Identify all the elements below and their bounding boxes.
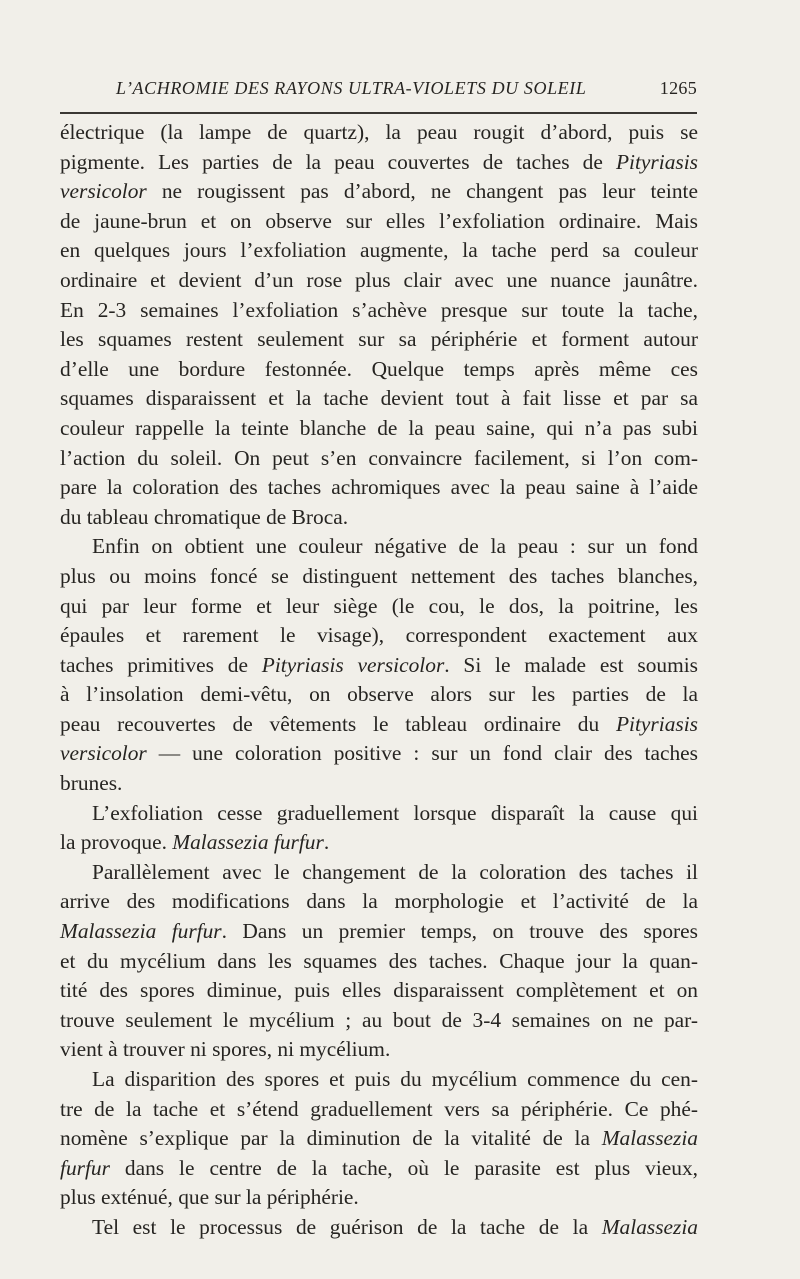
text-line: épaules et rarement le visage), correspondent exactement aux xyxy=(60,623,698,648)
text-line: et du mycélium dans les squames des taches. Chaque jour la quan- xyxy=(60,948,698,973)
text-line: l’action du soleil. On peut s’en convaincre facilement, si l’on com- xyxy=(60,445,698,470)
text-line: électrique (la lampe de quartz), la peau rougit d’abord, puis se xyxy=(60,120,698,144)
text-line: trouve seulement le mycélium ; au bout de 3-4 semaines on ne par- xyxy=(60,1007,698,1032)
text-line: En 2-3 semaines l’exfoliation s’achève presque sur toute la tache, xyxy=(60,297,698,322)
text-line: pare la coloration des taches achromiques avec la peau saine à l’aide xyxy=(60,475,698,500)
text-line: L’exfoliation cesse graduellement lorsque disparaît la cause qui xyxy=(92,800,698,825)
text-line: plus ou moins foncé se distinguent nettement des taches blanches, xyxy=(60,563,698,588)
text-line: Malassezia furfur. Dans un premier temps, on trouve des spores xyxy=(60,919,698,944)
text-line: peau recouvertes de vêtements le tableau ordinaire du Pityriasis xyxy=(60,711,698,736)
text-line: Parallèlement avec le changement de la coloration des taches il xyxy=(92,859,698,884)
text-line: ordinaire et devient d’un rose plus clair avec une nuance jaunâtre. xyxy=(60,267,698,292)
text-line: taches primitives de Pityriasis versicolor. Si le malade est soumis xyxy=(60,652,698,677)
text-line: plus exténué, que sur la périphérie. xyxy=(60,1185,359,1210)
page-header xyxy=(108,76,697,104)
text-line: vient à trouver ni spores, ni mycélium. xyxy=(60,1037,391,1062)
text-line: couleur rappelle la teinte blanche de la peau saine, qui n’a pas subi xyxy=(60,415,698,440)
text-line: furfur dans le centre de la tache, où le parasite est plus vieux, xyxy=(60,1155,698,1180)
text-line: de jaune-brun et on observe sur elles l’exfoliation ordinaire. Mais xyxy=(60,208,698,233)
text-line: Tel est le processus de guérison de la tache de la Malassezia xyxy=(92,1214,698,1239)
text-line: à l’insolation demi-vêtu, on observe alors sur les parties de la xyxy=(60,682,698,707)
text-line: Enfin on obtient une couleur négative de la peau : sur un fond xyxy=(92,534,698,559)
text-line: brunes. xyxy=(60,771,123,796)
page-number: 1265 xyxy=(659,78,697,98)
text-line: tité des spores diminue, puis elles disparaissent complètement et on xyxy=(60,978,698,1003)
text-line: les squames restent seulement sur sa périphérie et forment autour xyxy=(60,327,698,352)
text-line: pigmente. Les parties de la peau couvertes de taches de Pityriasis xyxy=(60,149,698,174)
text-line: en quelques jours l’exfoliation augmente, la tache perd sa couleur xyxy=(60,238,698,263)
text-line: squames disparaissent et la tache devient tout à fait lisse et par sa xyxy=(60,386,698,411)
text-line: La disparition des spores et puis du mycélium commence du cen- xyxy=(92,1067,698,1091)
text-line: nomène s’explique par la diminution de la vitalité de la Malassezia xyxy=(60,1126,698,1151)
body-text xyxy=(60,118,698,1243)
text-line: versicolor ne rougissent pas d’abord, ne changent pas leur teinte xyxy=(60,179,698,204)
text-line: arrive des modifications dans la morphologie et l’activité de la xyxy=(60,889,698,914)
text-line: versicolor — une coloration positive : sur un fond clair des taches xyxy=(60,741,698,766)
text-line: tre de la tache et s’étend graduellement vers sa périphérie. Ce phé- xyxy=(60,1096,698,1121)
text-line: du tableau chromatique de Broca. xyxy=(60,504,349,529)
text-line: qui par leur forme et leur siège (le cou, le dos, la poitrine, les xyxy=(60,593,698,618)
text-line: d’elle une bordure festonnée. Quelque temps après même ces xyxy=(60,356,698,381)
header-rule xyxy=(60,112,697,114)
text-line: la provoque. Malassezia furfur. xyxy=(60,830,330,855)
running-title: L’ACHROMIE DES RAYONS ULTRA-VIOLETS DU SOLEIL xyxy=(116,78,587,98)
